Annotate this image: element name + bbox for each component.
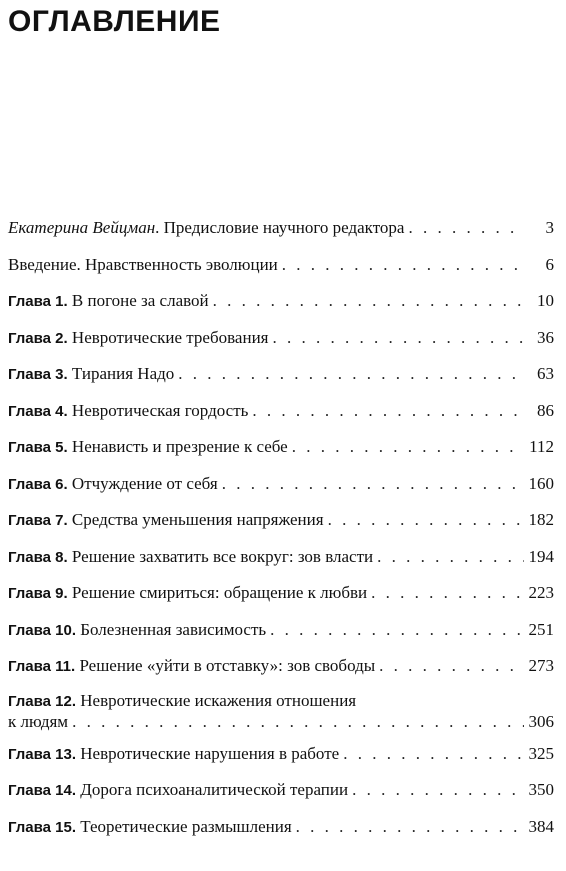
toc-entry-chapter-7[interactable] (8, 502, 554, 539)
author-name: Екатерина Вейцман (8, 218, 156, 237)
dot-leader (213, 283, 524, 320)
chapter-label: Глава 10. (8, 621, 77, 639)
page-number: 112 (529, 437, 554, 456)
entry-text: Ненависть и презрение к себе (71, 437, 288, 456)
entry-text: Болезненная зависимость (80, 619, 267, 639)
dot-leader (371, 575, 524, 612)
page-number: 10 (537, 291, 554, 310)
chapter-label: Глава 6. (8, 475, 68, 493)
dot-leader (296, 809, 524, 846)
toc-entry-chapter-12[interactable] (8, 685, 554, 736)
page-number: 36 (537, 327, 554, 347)
entry-text: Невротические искажения отношения (80, 690, 357, 710)
chapter-label: Глава 9. (8, 585, 68, 602)
page-number: 306 (528, 711, 554, 731)
chapter-label: Глава 15. (8, 818, 77, 836)
page-title: ОГЛАВЛЕНИЕ (8, 5, 221, 38)
chapter-label: Глава 12. (8, 692, 77, 710)
toc-entry-chapter-9[interactable] (8, 575, 554, 612)
dot-leader (270, 612, 524, 649)
page-number: 86 (537, 400, 554, 420)
entry-text: Дорога психоаналитической терапии (80, 780, 349, 799)
entry-text: Невротическая гордость (71, 400, 249, 420)
dot-leader (343, 736, 524, 773)
chapter-label: Глава 13. (8, 745, 77, 763)
chapter-label: Глава 2. (8, 329, 68, 347)
dot-leader (222, 466, 524, 503)
page-number: 160 (528, 473, 554, 493)
toc-entry-preface[interactable] (8, 210, 554, 247)
entry-text: Тирания Надо (71, 364, 175, 383)
page-number: 6 (545, 254, 554, 274)
page-number: 223 (528, 583, 554, 602)
page-number: 273 (528, 656, 554, 675)
entry-text: Отчуждение от себя (71, 473, 218, 493)
page-number: 63 (537, 364, 554, 383)
chapter-label: Глава 8. (8, 548, 68, 566)
chapter-label: Глава 1. (8, 293, 68, 310)
entry-text: В погоне за славой (71, 291, 209, 310)
table-of-contents (8, 210, 554, 845)
dot-leader (178, 356, 524, 393)
toc-entry-chapter-10[interactable] (8, 612, 554, 649)
toc-entry-chapter-11[interactable] (8, 648, 554, 685)
toc-entry-chapter-8[interactable] (8, 539, 554, 576)
toc-entry-chapter-5[interactable] (8, 429, 554, 466)
chapter-label: Глава 11. (8, 658, 76, 675)
chapter-label: Глава 5. (8, 439, 68, 456)
toc-entry-chapter-6[interactable] (8, 466, 554, 503)
chapter-label: Глава 14. (8, 782, 77, 799)
toc-entry-title (8, 210, 404, 247)
entry-text: Решение смириться: обращение к любви (71, 583, 368, 602)
page-number: 182 (528, 510, 554, 529)
chapter-label: Глава 4. (8, 402, 68, 420)
dot-leader (379, 648, 524, 685)
toc-entry-chapter-14[interactable] (8, 772, 554, 809)
entry-text: Невротические требования (71, 327, 269, 347)
toc-entry-chapter-2[interactable] (8, 320, 554, 357)
page-number: 350 (528, 780, 554, 799)
toc-entry-chapter-15[interactable] (8, 809, 554, 846)
dot-leader (352, 772, 524, 809)
chapter-label: Глава 7. (8, 512, 68, 529)
dot-leader (377, 539, 524, 576)
toc-entry-chapter-4[interactable] (8, 393, 554, 430)
page-number: 3 (545, 218, 554, 237)
dot-leader (252, 393, 524, 430)
entry-text: Средства уменьшения напряжения (71, 510, 324, 529)
entry-text: Решение захватить все вокруг: зов власти (71, 546, 374, 566)
page-number: 251 (528, 619, 554, 639)
toc-entry-chapter-13[interactable] (8, 736, 554, 773)
chapter-label: Глава 3. (8, 366, 68, 383)
entry-text: Теоретические размышления (80, 816, 292, 836)
toc-entry-chapter-3[interactable] (8, 356, 554, 393)
page-number: 384 (528, 816, 554, 836)
dot-leader (408, 210, 524, 247)
dot-leader (72, 712, 524, 732)
entry-text: Невротические нарушения в работе (80, 743, 340, 763)
entry-text: Введение. Нравственность эволюции (8, 254, 278, 274)
entry-text: Решение «уйти в отставку»: зов свободы (79, 656, 376, 675)
dot-leader (328, 502, 524, 539)
toc-entry-chapter-1[interactable] (8, 283, 554, 320)
dot-leader (272, 320, 524, 357)
entry-text: . Предисловие научного редактора (155, 218, 405, 237)
toc-entry-introduction[interactable] (8, 247, 554, 284)
entry-text-continued: к людям (8, 711, 69, 731)
page-number: 194 (528, 546, 554, 566)
dot-leader (282, 247, 524, 284)
dot-leader (292, 429, 524, 466)
page-number: 325 (528, 743, 554, 763)
